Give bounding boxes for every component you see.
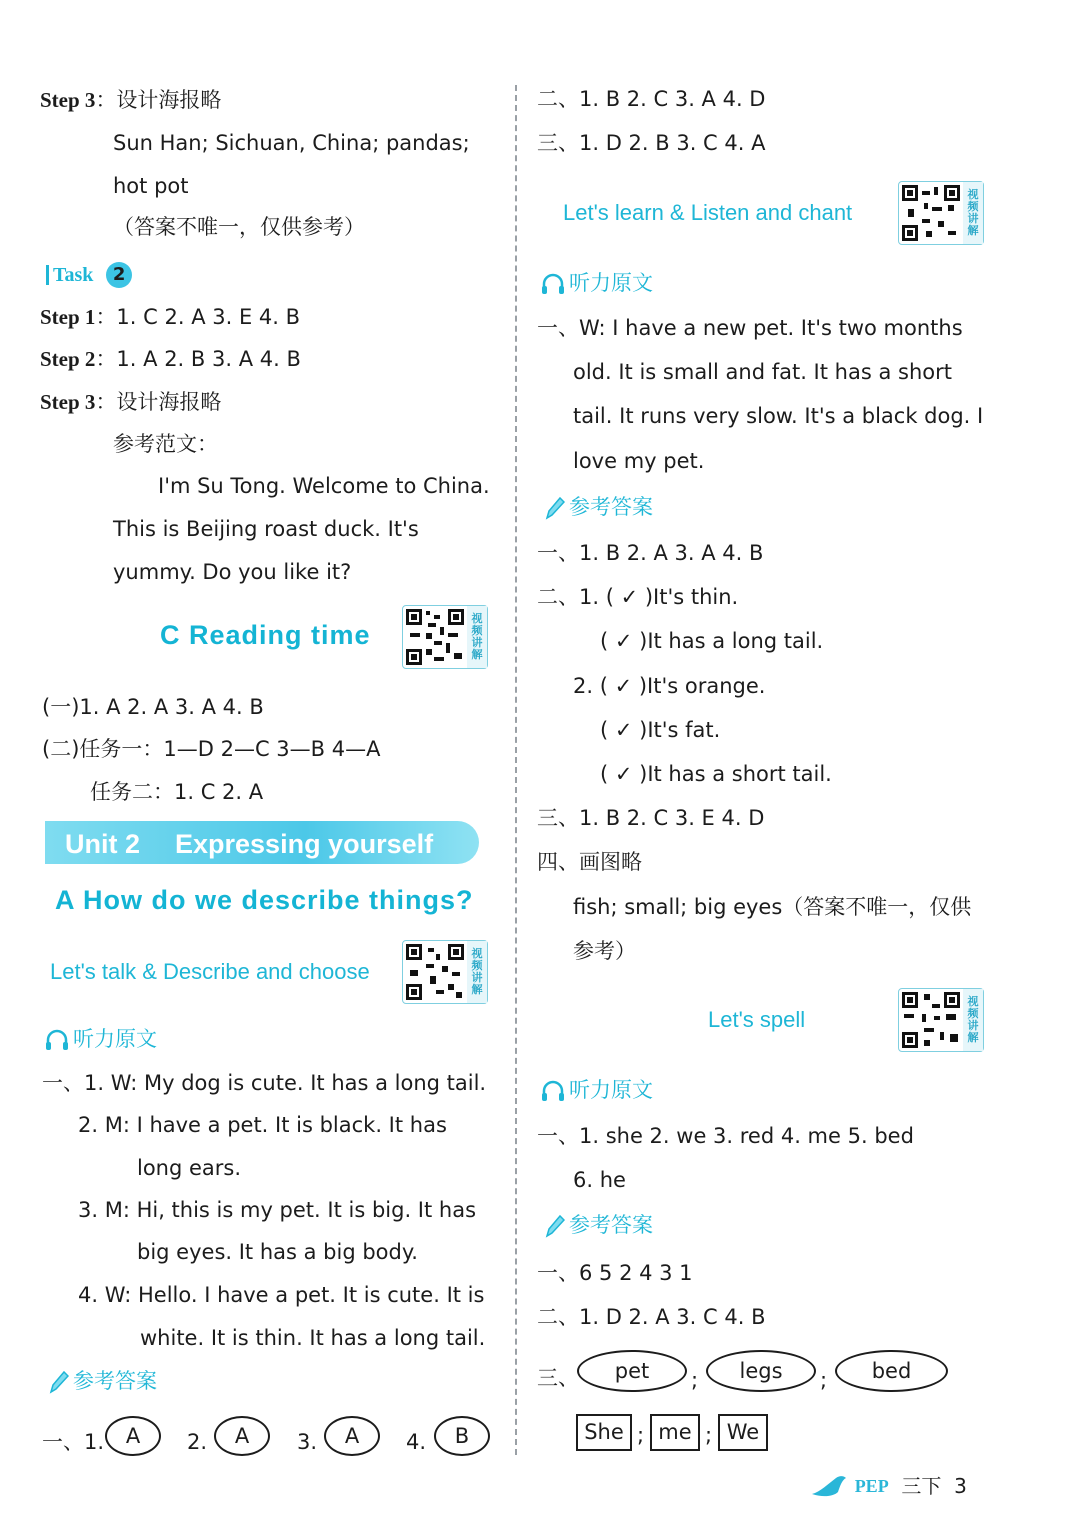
bird-icon [810, 1472, 848, 1500]
footer [810, 1472, 967, 1502]
listen-heading: 听力原文 [541, 273, 653, 295]
spell-answer: 二、1. D 2. A 3. C 4. B [537, 1305, 766, 1329]
right-answer-line: 二、1. ( ✓ )It's thin. [537, 585, 739, 609]
right-answer-line: ( ✓ )It's fat. [600, 718, 721, 742]
listen-line: long ears. [137, 1156, 242, 1180]
pencil-icon [543, 496, 565, 520]
spell-answer-prefix: 三、 [537, 1366, 579, 1390]
right-answer-line: fish; small; big eyes（答案不唯一，仅供 [573, 895, 972, 919]
right-answer-line: 一、1. B 2. A 3. A 4. B [537, 541, 764, 565]
listen-heading: 听力原文 [45, 1029, 157, 1051]
column-divider [515, 85, 517, 1455]
lets-spell-title: Let's spell [708, 1007, 806, 1032]
answer-number: 3. [297, 1430, 318, 1454]
ref-line3: yummy. Do you like it? [113, 560, 352, 584]
grade-label: 三下 [901, 1474, 942, 1498]
unit-number: Unit 2 [65, 829, 141, 859]
circled-answer: B [434, 1416, 490, 1456]
separator: ; [820, 1368, 828, 1392]
circled-answer: A [214, 1416, 270, 1456]
step3a: Step 3：设计海报略 [40, 88, 222, 112]
qr-side-label: 视 频 讲 解 [963, 989, 983, 1051]
oval-word: pet [577, 1350, 687, 1392]
step2: Step 2：1. A 2. B 3. A 4. B [40, 347, 301, 371]
right-answer-line: 四、画图略 [537, 850, 642, 874]
page-number: 3 [954, 1474, 967, 1498]
brand-label: PEP [854, 1476, 889, 1496]
boxed-word: We [718, 1414, 768, 1451]
ref-label: 参考范文： [113, 432, 218, 456]
step1: Step 1：1. C 2. A 3. E 4. B [40, 305, 301, 329]
ref-line1: I'm Su Tong. Welcome to China. [158, 474, 490, 498]
answer-number: 4. [406, 1430, 427, 1454]
boxed-word: She [576, 1414, 632, 1451]
spell-line: 一、1. she 2. we 3. red 4. me 5. bed [537, 1124, 914, 1148]
c-answers-1: (一)1. A 2. A 3. A 4. B [42, 695, 264, 719]
circled-answer: A [105, 1416, 161, 1456]
right-answer-line: 三、1. B 2. C 3. E 4. D [537, 806, 765, 830]
ref-line2: This is Beijing roast duck. It's [113, 517, 419, 541]
right-answer-line: 二、1. B 2. C 3. A 4. D [537, 87, 766, 111]
right-answer-line: ( ✓ )It has a short tail. [600, 762, 832, 786]
qr-code[interactable] [898, 181, 984, 245]
unit-banner [45, 821, 479, 864]
separator: ; [705, 1423, 713, 1447]
answer-heading: 参考答案 [543, 496, 653, 520]
qr-side-label: 视 频 讲 解 [467, 606, 487, 668]
listen-line: 3. M: Hi, this is my pet. It is big. It has [78, 1198, 477, 1222]
pencil-icon [47, 1370, 69, 1394]
c-answers-2: (二)任务一：1—D 2—C 3—B 4—A [42, 737, 381, 761]
headphones-icon [45, 1029, 69, 1051]
qr-side-label: 视 频 讲 解 [467, 941, 487, 1003]
separator: ; [691, 1368, 699, 1392]
listen-line: tail. It runs very slow. It's a black dog. I [573, 404, 984, 428]
listen-line: 4. W: Hello. I have a pet. It is cute. It is [78, 1283, 485, 1307]
step3a-line2: hot pot [113, 174, 189, 198]
listen-heading: 听力原文 [541, 1080, 653, 1102]
circled-answer: A [324, 1416, 380, 1456]
listen-line: old. It is small and fat. It has a short [573, 360, 952, 384]
listen-line: 一、1. W: My dog is cute. It has a long tail. [42, 1071, 487, 1095]
headphones-icon [541, 1080, 565, 1102]
answer-heading: 参考答案 [47, 1370, 157, 1394]
right-answer-line: 2. ( ✓ )It's orange. [573, 674, 766, 698]
step3a-note: （答案不唯一，仅供参考） [113, 215, 365, 239]
qr-code[interactable] [898, 988, 984, 1052]
answer-heading: 参考答案 [543, 1214, 653, 1238]
pencil-icon [543, 1214, 565, 1238]
headphones-icon [541, 273, 565, 295]
unit-name: Expressing yourself [175, 829, 434, 859]
right-answer-line: ( ✓ )It has a long tail. [600, 629, 824, 653]
spell-answer: 一、6 5 2 4 3 1 [537, 1261, 693, 1285]
task-number-badge: 2 [106, 262, 132, 288]
separator: ; [637, 1423, 645, 1447]
lets-talk-title: Let's talk & Describe and choose [50, 959, 370, 984]
lets-learn-title: Let's learn & Listen and chant [563, 200, 853, 225]
listen-line: 2. M: I have a pet. It is black. It has [78, 1113, 447, 1137]
step3a-line1: Sun Han; Sichuan, China; pandas; [113, 131, 470, 155]
boxed-word: me [650, 1414, 700, 1451]
listen-line: love my pet. [573, 449, 705, 473]
qr-code[interactable] [402, 605, 488, 669]
step3b: Step 3：设计海报略 [40, 390, 222, 414]
qr-code[interactable] [402, 940, 488, 1004]
listen-line: 一、W: I have a new pet. It's two months [537, 316, 963, 340]
answer-number: 2. [187, 1430, 208, 1454]
listen-line: white. It is thin. It has a long tail. [140, 1326, 486, 1350]
c-answers-3: 任务二：1. C 2. A [90, 780, 264, 804]
task-bar-icon [46, 265, 49, 285]
reading-time-title: C Reading time [160, 620, 371, 650]
task-heading: Task 2 [46, 262, 132, 288]
oval-word: legs [706, 1350, 816, 1392]
listen-line: big eyes. It has a big body. [137, 1240, 418, 1264]
spell-line: 6. he [573, 1168, 626, 1192]
right-answer-line: 参考） [573, 939, 636, 963]
final-prefix: 一、1. [42, 1430, 105, 1454]
oval-word: bed [835, 1350, 948, 1392]
right-answer-line: 三、1. D 2. B 3. C 4. A [537, 131, 766, 155]
section-a-title: A How do we describe things? [55, 885, 474, 915]
qr-side-label: 视 频 讲 解 [963, 182, 983, 244]
